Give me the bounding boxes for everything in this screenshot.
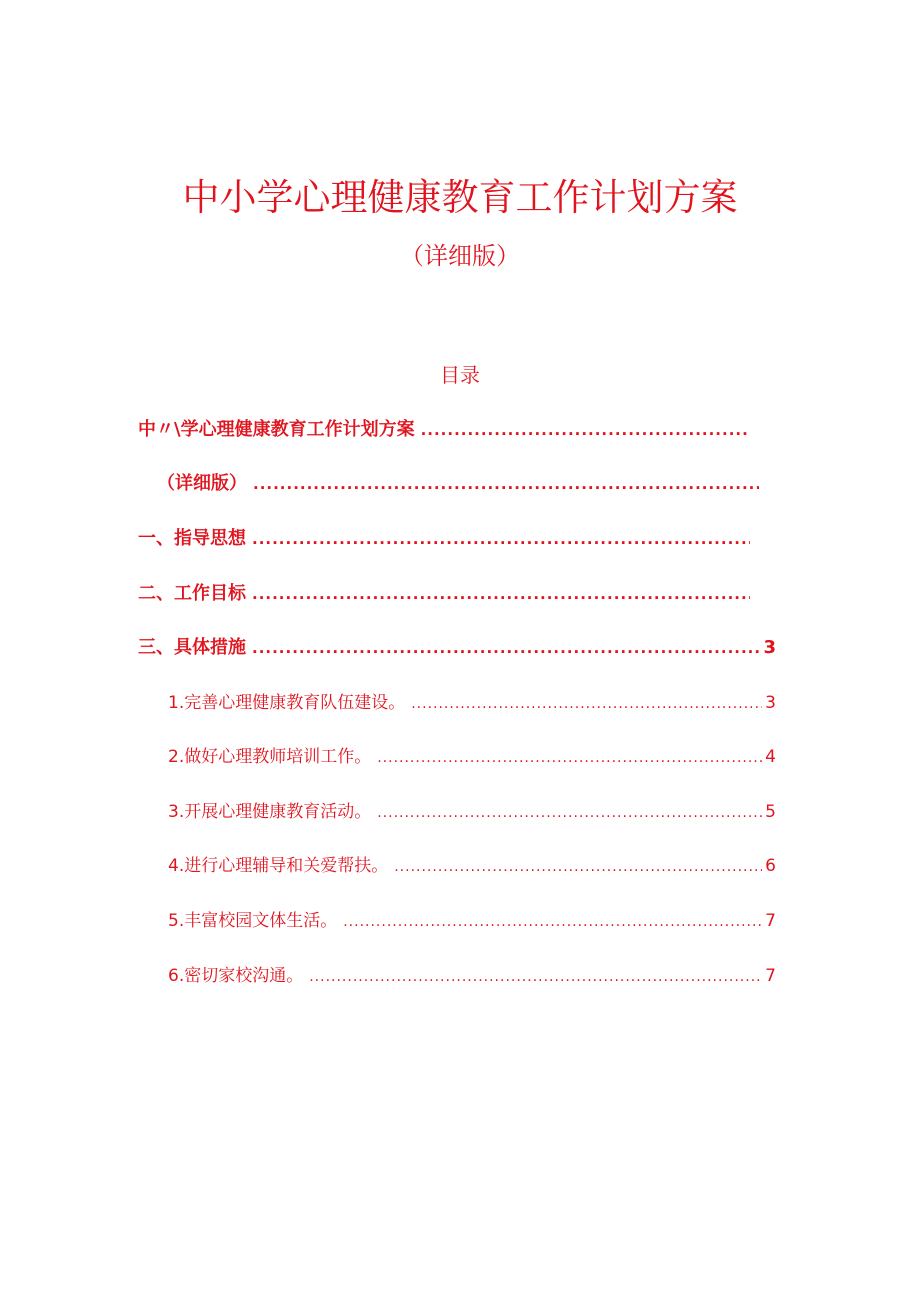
toc-entry-text: .进行心理辅导和关爱帮扶。 <box>178 856 389 876</box>
toc-entry-subsection-5[interactable] <box>168 906 776 936</box>
toc-entry-subsection-3[interactable] <box>168 797 776 827</box>
toc-entry-page: 3 <box>765 693 776 713</box>
toc-entry-leader <box>309 962 762 992</box>
toc-entry-leader <box>252 579 750 609</box>
toc-entry-subtitle[interactable] <box>157 469 773 499</box>
toc-entry-text: 三、具体措施 <box>138 637 246 658</box>
toc-entry-page: 3 <box>763 637 776 658</box>
toc-entry-leader <box>343 907 762 937</box>
toc-entry-leader <box>377 798 762 828</box>
toc-entry-subsection-6[interactable] <box>168 961 776 991</box>
toc-entry-text: .开展心理健康教育活动。 <box>178 802 372 822</box>
toc-entry-number: 6 <box>168 966 179 986</box>
toc-entry-number: 1 <box>168 693 179 713</box>
toc-entry-number: 4 <box>168 856 179 876</box>
toc-entry-section-3[interactable] <box>138 633 776 663</box>
page-title: 中小学心理健康教育工作计划方案 <box>182 175 738 219</box>
toc-entry-text: 中〃\学心理健康教育工作计划方案 <box>138 419 415 440</box>
toc-entry-page: 6 <box>765 856 776 876</box>
toc-entry-text: 一、指导思想 <box>138 528 246 549</box>
toc-entry-page: 7 <box>765 966 776 986</box>
toc-entry-section-2[interactable] <box>138 579 764 609</box>
toc-entry-text: 二、工作目标 <box>138 583 246 604</box>
toc-entry-text: （详细版） <box>157 473 247 494</box>
toc-entry-text: .丰富校园文体生活。 <box>178 911 338 931</box>
toc-entry-doc-title[interactable] <box>138 415 764 445</box>
toc-entry-page: 5 <box>765 802 776 822</box>
toc-entry-section-1[interactable] <box>138 524 764 554</box>
toc-entry-subsection-2[interactable] <box>168 742 776 772</box>
toc-entry-leader <box>252 633 761 663</box>
toc-entry-text: .做好心理教师培训工作。 <box>178 747 372 767</box>
toc-entry-page: 4 <box>765 747 776 767</box>
toc-entry-number: 5 <box>168 911 179 931</box>
toc-entry-subsection-1[interactable] <box>168 688 776 718</box>
toc-entry-subsection-4[interactable] <box>168 851 776 881</box>
page-subtitle: （详细版） <box>400 242 520 270</box>
toc-entry-number: 3 <box>168 802 179 822</box>
toc-entry-number: 2 <box>168 747 179 767</box>
toc-entry-leader <box>252 524 750 554</box>
toc-entry-page: 7 <box>765 911 776 931</box>
toc-heading: 目录 <box>440 363 480 387</box>
toc-entry-leader <box>253 469 759 499</box>
toc-entry-leader <box>411 689 762 719</box>
toc-entry-leader <box>394 852 762 882</box>
toc-entry-text: .密切家校沟通。 <box>178 966 304 986</box>
toc-entry-leader <box>377 743 762 773</box>
toc-entry-text: .完善心理健康教育队伍建设。 <box>178 693 406 713</box>
toc-entry-leader <box>421 415 750 445</box>
